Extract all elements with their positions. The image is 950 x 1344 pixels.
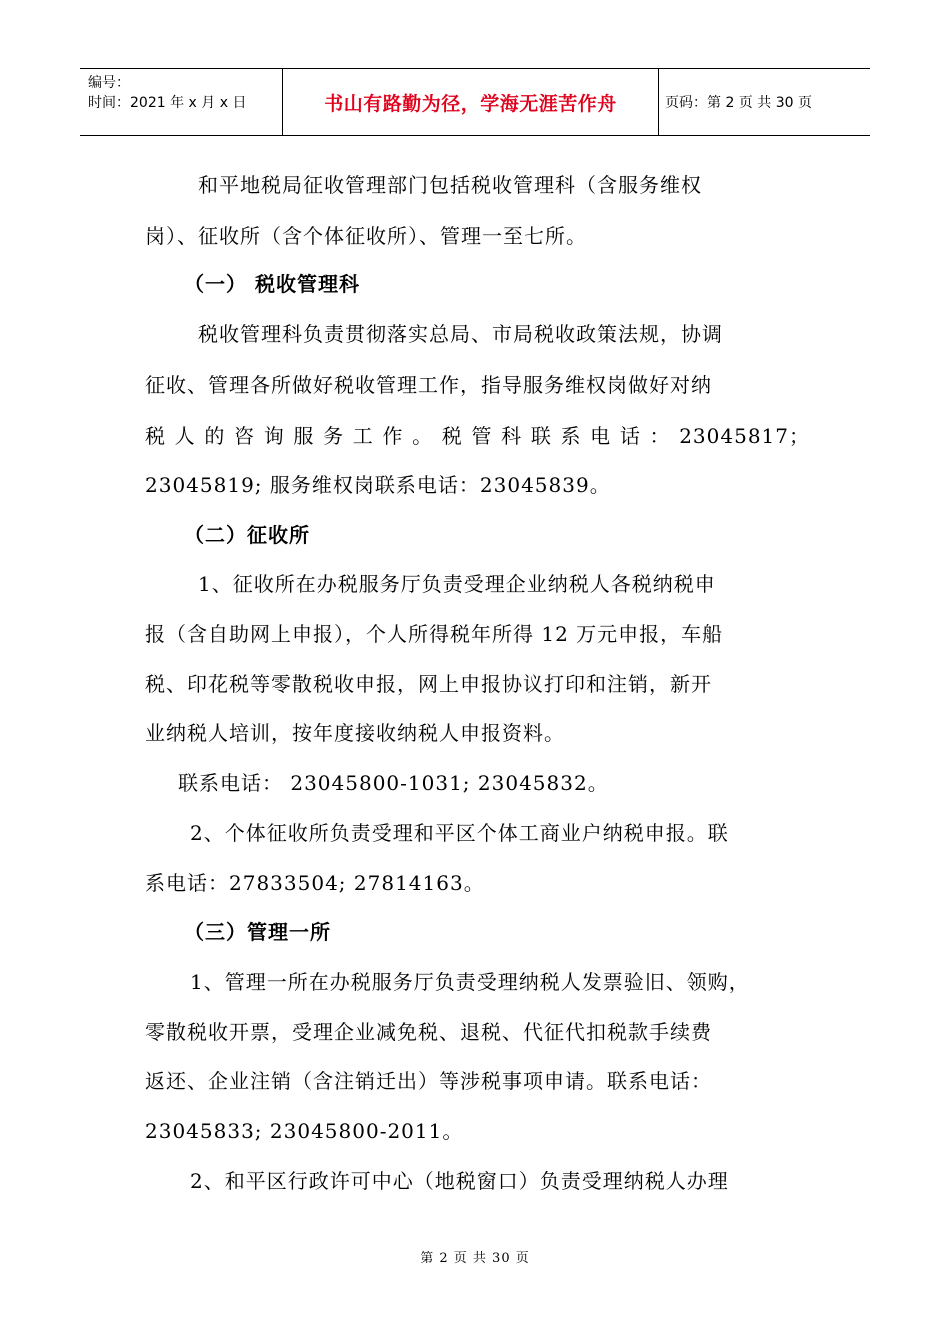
- page-info: 页码：第 2 页 共 30 页: [665, 95, 812, 111]
- page-header: [80, 68, 870, 136]
- section-heading: （一） 税收管理科: [184, 272, 360, 296]
- paragraph-line: 岗）、征收所（含个体征收所）、管理一至七所。: [145, 224, 587, 248]
- date-label: 时间：2021 年 x 月 x 日: [88, 95, 247, 111]
- section-heading: （二）征收所: [184, 523, 310, 547]
- header-meta: [80, 69, 283, 135]
- header-motto-cell: [283, 69, 659, 135]
- paragraph-line: 征收、管理各所做好税收管理工作，指导服务维权岗做好对纳: [145, 373, 712, 397]
- paragraph-line: 2、个体征收所负责受理和平区个体工商业户纳税申报。联: [190, 821, 729, 845]
- section-heading: （三）管理一所: [184, 920, 331, 944]
- paragraph-line: 税收管理科负责贯彻落实总局、市局税收政策法规，协调: [198, 322, 723, 346]
- paragraph-line: 零散税收开票，受理企业减免税、退税、代征代扣税款手续费: [145, 1020, 712, 1044]
- paragraph-line: 1、管理一所在办税服务厅负责受理纳税人发票验旧、领购，: [190, 970, 750, 994]
- paragraph-line: 23045819; 服务维权岗联系电话：23045839。: [145, 473, 611, 497]
- header-page-info: [659, 69, 870, 135]
- page-footer: 第 2 页 共 30 页: [420, 1251, 530, 1266]
- paragraph-line: 税人的咨询服务工作。税管科联系电话：23045817；: [145, 424, 810, 448]
- paragraph-line: 报（含自助网上申报），个人所得税年所得 12 万元申报，车船: [145, 622, 724, 646]
- paragraph-line: 2、和平区行政许可中心（地税窗口）负责受理纳税人办理: [190, 1169, 729, 1193]
- motto: 书山有路勤为径，学海无涯苦作舟: [324, 92, 617, 115]
- paragraph-line: 23045833; 23045800-2011。: [145, 1119, 464, 1143]
- paragraph-line: 税、印花税等零散税收申报，网上申报协议打印和注销，新开: [145, 672, 712, 696]
- paragraph-line: 和平地税局征收管理部门包括税收管理科（含服务维权: [198, 173, 702, 197]
- paragraph-line: 业纳税人培训，按年度接收纳税人申报资料。: [145, 721, 565, 745]
- paragraph-line: 返还、企业注销（含注销迁出）等涉税事项申请。联系电话：: [145, 1069, 712, 1093]
- paragraph-line: 1、征收所在办税服务厅负责受理企业纳税人各税纳税申: [198, 572, 716, 596]
- paragraph-line: 系电话：27833504; 27814163。: [145, 871, 485, 895]
- number-label: 编号：: [88, 75, 130, 91]
- paragraph-line: 联系电话： 23045800-1031; 23045832。: [178, 771, 609, 795]
